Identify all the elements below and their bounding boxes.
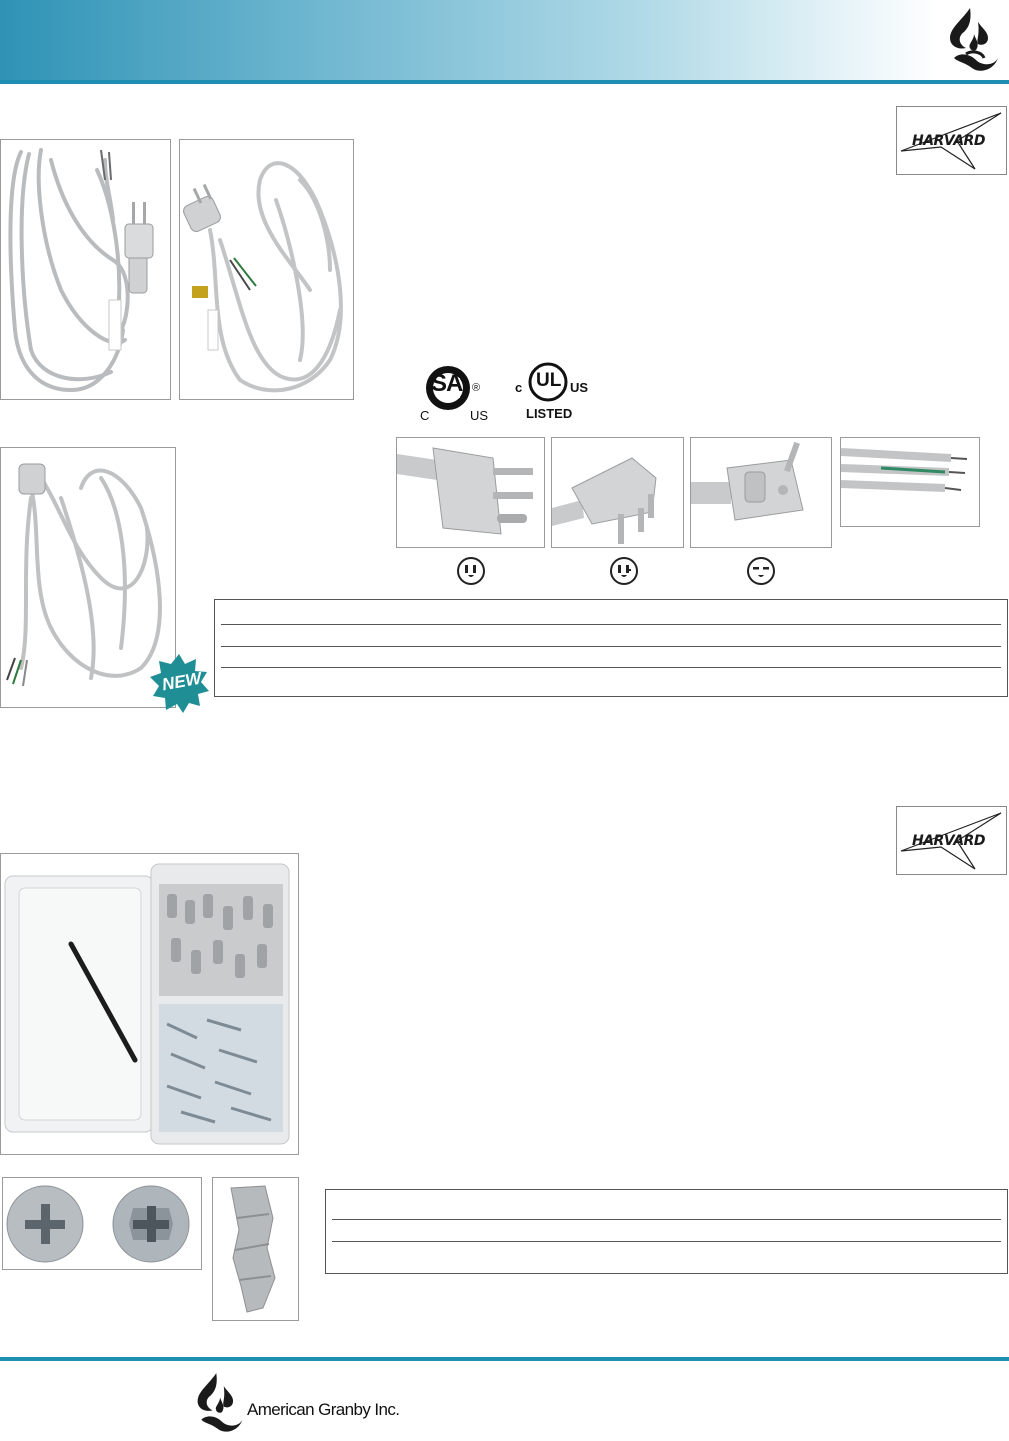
new-badge (148, 652, 210, 714)
ul-letters: UL (536, 370, 562, 391)
spec-table-divider (332, 1219, 1001, 1220)
ul-us-label: US (570, 380, 589, 395)
ul-listed-label: LISTED (526, 406, 573, 421)
granby-logo-icon (192, 1368, 248, 1436)
company-name: American Granby Inc. (247, 1400, 400, 1419)
spec-table-divider (221, 646, 1001, 647)
header-banner (0, 0, 1009, 80)
bare-wire-ends-photo (840, 437, 980, 527)
outlet-20a-icon (610, 557, 638, 585)
harvard-logo (896, 806, 1007, 875)
spec-table-divider (332, 1241, 1001, 1242)
plug-photo-dryer (690, 437, 832, 548)
plug-photo-angled (551, 437, 684, 548)
header-rule (0, 80, 1009, 84)
plug-photo-straight (396, 437, 545, 548)
new-badge-label: NEW (160, 668, 203, 695)
spec-table-divider (221, 624, 1001, 625)
outlet-dryer-icon (747, 557, 775, 585)
ul-c-label: c (515, 380, 523, 395)
screw-heads-photo (2, 1177, 202, 1270)
csa-letters: SA (431, 370, 463, 397)
csa-us-label: US (470, 408, 489, 423)
ul-logo-icon (514, 360, 594, 424)
anchor-kit-photo (0, 853, 299, 1155)
harvard-logo-text: HARVARD (912, 133, 985, 149)
spec-table-divider (221, 667, 1001, 668)
outlet-15a-icon (457, 557, 485, 585)
csa-logo-icon (418, 360, 494, 424)
plastic-anchor-photo (212, 1177, 299, 1321)
spec-table-cords (214, 599, 1008, 697)
footer-rule (0, 1357, 1009, 1361)
csa-registered-mark: ® (472, 382, 481, 394)
cord-photo-right-angle-plug (179, 139, 354, 400)
csa-c-label: C (420, 408, 430, 423)
harvard-logo-text: HARVARD (912, 833, 985, 849)
harvard-logo (896, 106, 1007, 175)
granby-logo-icon (944, 4, 1004, 74)
cord-photo-straight-plug (0, 139, 171, 400)
spec-table-anchors (325, 1189, 1008, 1274)
